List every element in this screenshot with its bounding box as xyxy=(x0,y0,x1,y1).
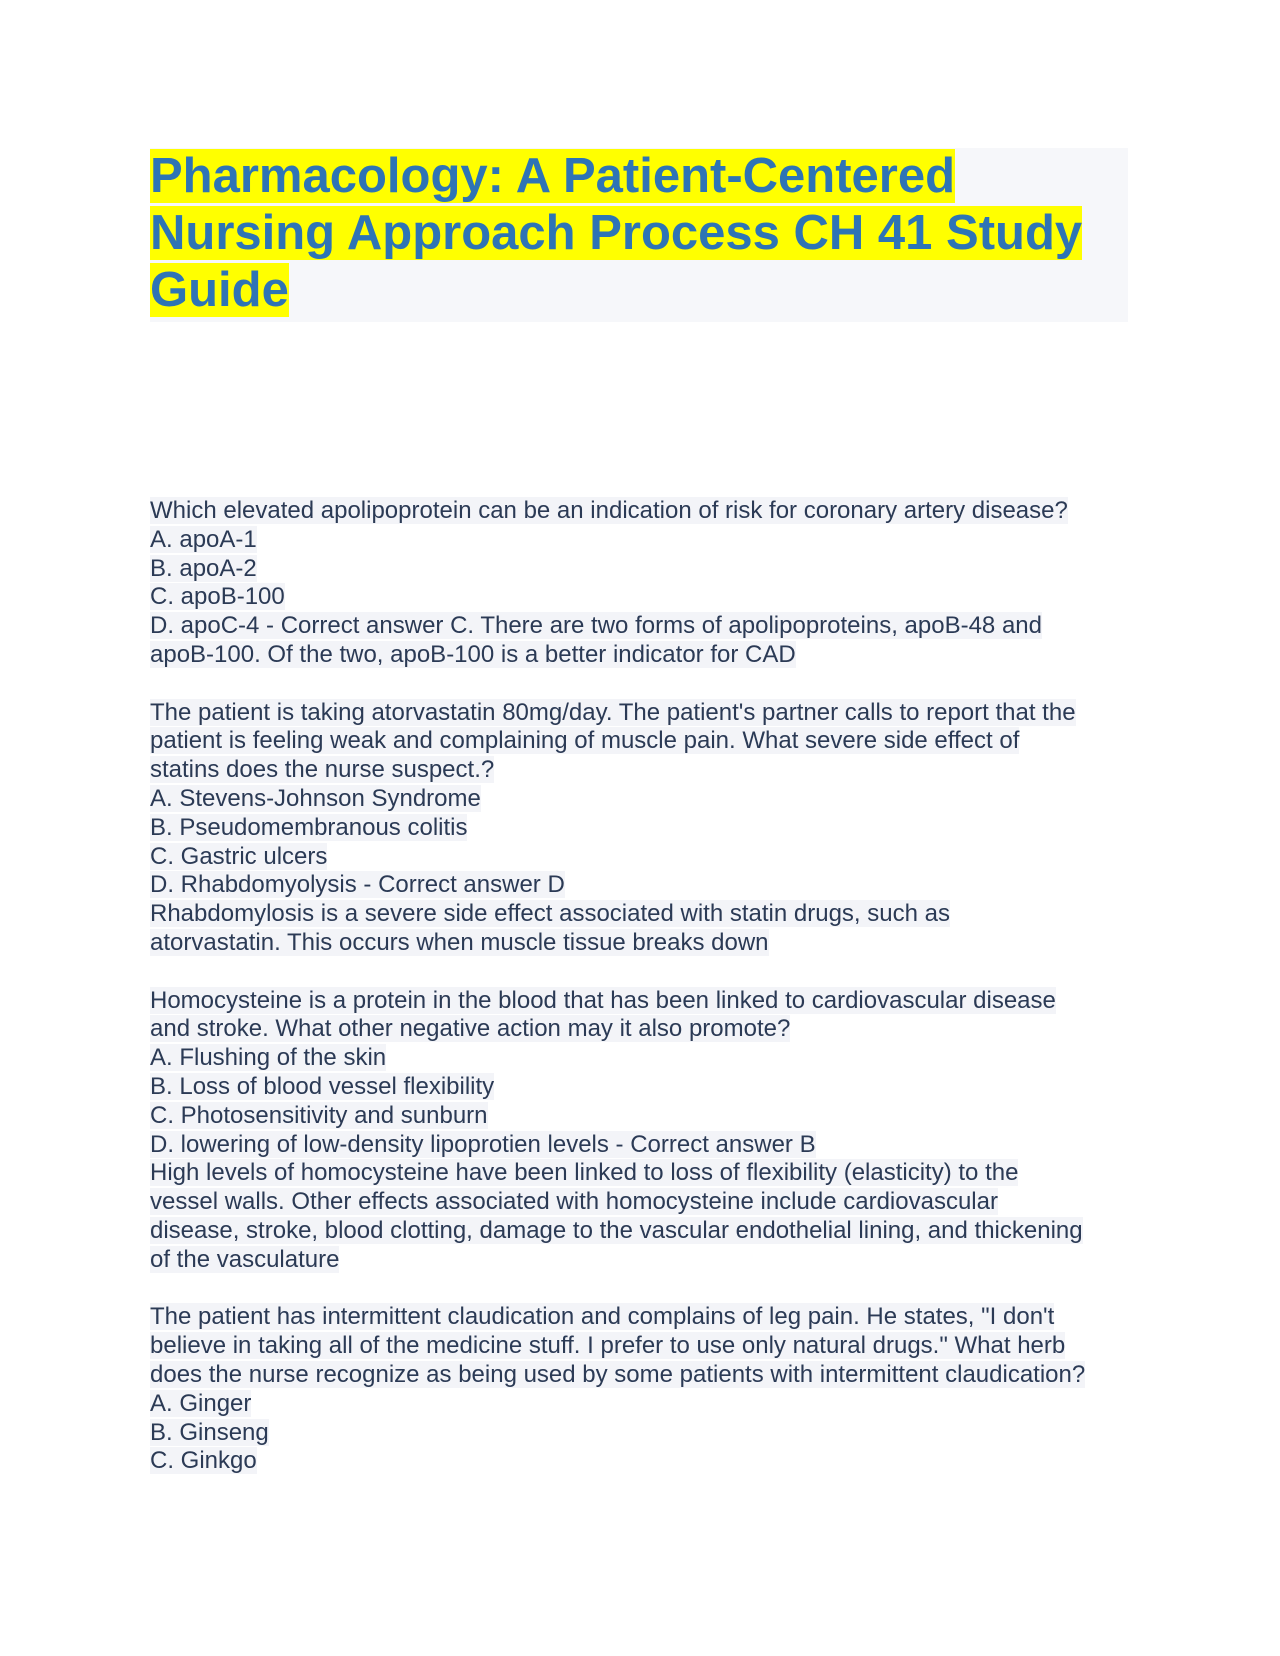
text-line xyxy=(150,871,1150,900)
question-text: Homocysteine is a protein in the blood that has been linked to cardiovascular disease xyxy=(150,986,1056,1014)
text-line xyxy=(150,555,1150,584)
document-body xyxy=(150,497,1150,1505)
answer-option: C. Ginkgo xyxy=(150,1447,257,1475)
answer-option: B. Loss of blood vessel flexibility xyxy=(150,1072,495,1100)
question-block-4 xyxy=(150,1303,1150,1476)
text-line xyxy=(150,1159,1150,1188)
text-line xyxy=(150,1246,1150,1275)
answer-option: C. apoB-100 xyxy=(150,583,285,611)
text-line xyxy=(150,699,1150,728)
explanation-text: vessel walls. Other effects associated with homocysteine include cardiovascular xyxy=(150,1188,998,1216)
answer-option: C. Photosensitivity and sunburn xyxy=(150,1101,488,1129)
question-text: does the nurse recognize as being used by some patients with intermittent claudication? xyxy=(150,1360,1086,1388)
answer-option: D. apoC-4 - Correct answer C. There are two forms of apolipoproteins, apoB-48 and xyxy=(150,612,1042,640)
explanation-text: High levels of homocysteine have been linked to loss of flexibility (elasticity) to the xyxy=(150,1159,1019,1187)
text-line xyxy=(150,1015,1150,1044)
text-line xyxy=(150,1131,1150,1160)
text-line xyxy=(150,727,1150,756)
text-line xyxy=(150,987,1150,1016)
question-text: patient is feeling weak and complaining of muscle pain. What severe side effect of xyxy=(150,727,1020,755)
text-line xyxy=(150,756,1150,785)
text-line xyxy=(150,1390,1150,1419)
text-line xyxy=(150,929,1150,958)
question-block-3 xyxy=(150,987,1150,1275)
answer-option: D. lowering of low-density lipoprotien levels - Correct answer B xyxy=(150,1130,816,1158)
text-line xyxy=(150,583,1150,612)
text-line xyxy=(150,1188,1150,1217)
question-text: Which elevated apolipoprotein can be an indication of risk for coronary artery disease? xyxy=(150,497,1068,524)
answer-option: A. apoA-1 xyxy=(150,525,257,553)
question-block-1 xyxy=(150,497,1150,670)
question-text: and stroke. What other negative action may it also promote? xyxy=(150,1015,791,1043)
text-line xyxy=(150,497,1150,526)
answer-option: A. Ginger xyxy=(150,1389,252,1417)
text-line xyxy=(150,1044,1150,1073)
text-line xyxy=(150,1303,1150,1332)
title-line-1: Pharmacology: A Patient-Centered xyxy=(150,149,956,203)
question-text: The patient has intermittent claudication and complains of leg pain. He states, "I don't xyxy=(150,1303,1055,1331)
text-line xyxy=(150,1419,1150,1448)
explanation-text: apoB-100. Of the two, apoB-100 is a better indicator for CAD xyxy=(150,640,796,668)
title-line-2: Nursing Approach Process CH 41 Study xyxy=(150,206,1083,260)
question-text: The patient is taking atorvastatin 80mg/day. The patient's partner calls to report that the xyxy=(150,698,1076,726)
text-line xyxy=(150,526,1150,555)
explanation-text: atorvastatin. This occurs when muscle tissue breaks down xyxy=(150,928,769,956)
explanation-text: Rhabdomylosis is a severe side effect associated with statin drugs, such as xyxy=(150,900,950,928)
text-line xyxy=(150,843,1150,872)
answer-option: D. Rhabdomyolysis - Correct answer D xyxy=(150,871,565,899)
answer-option: A. Flushing of the skin xyxy=(150,1044,387,1072)
text-line xyxy=(150,1332,1150,1361)
text-line xyxy=(150,1217,1150,1246)
answer-option: C. Gastric ulcers xyxy=(150,842,328,870)
question-text: statins does the nurse suspect.? xyxy=(150,756,495,784)
text-line xyxy=(150,1361,1150,1390)
text-line xyxy=(150,900,1150,929)
text-line xyxy=(150,814,1150,843)
text-line xyxy=(150,1102,1150,1131)
title-line-3: Guide xyxy=(150,263,289,317)
question-text: believe in taking all of the medicine stuff. I prefer to use only natural drugs." What herb xyxy=(150,1332,1066,1360)
text-line xyxy=(150,1073,1150,1102)
explanation-text: of the vasculature xyxy=(150,1245,340,1273)
question-block-2 xyxy=(150,699,1150,958)
answer-option: B. apoA-2 xyxy=(150,554,257,582)
document-title xyxy=(150,148,1128,319)
text-line xyxy=(150,641,1150,670)
answer-option: B. Ginseng xyxy=(150,1418,269,1446)
answer-option: A. Stevens-Johnson Syndrome xyxy=(150,784,481,812)
explanation-text: disease, stroke, blood clotting, damage to the vascular endothelial lining, and thickening xyxy=(150,1216,1083,1244)
text-line xyxy=(150,785,1150,814)
text-line xyxy=(150,612,1150,641)
answer-option: B. Pseudomembranous colitis xyxy=(150,813,468,841)
title-block xyxy=(150,148,1128,322)
text-line xyxy=(150,1447,1150,1476)
